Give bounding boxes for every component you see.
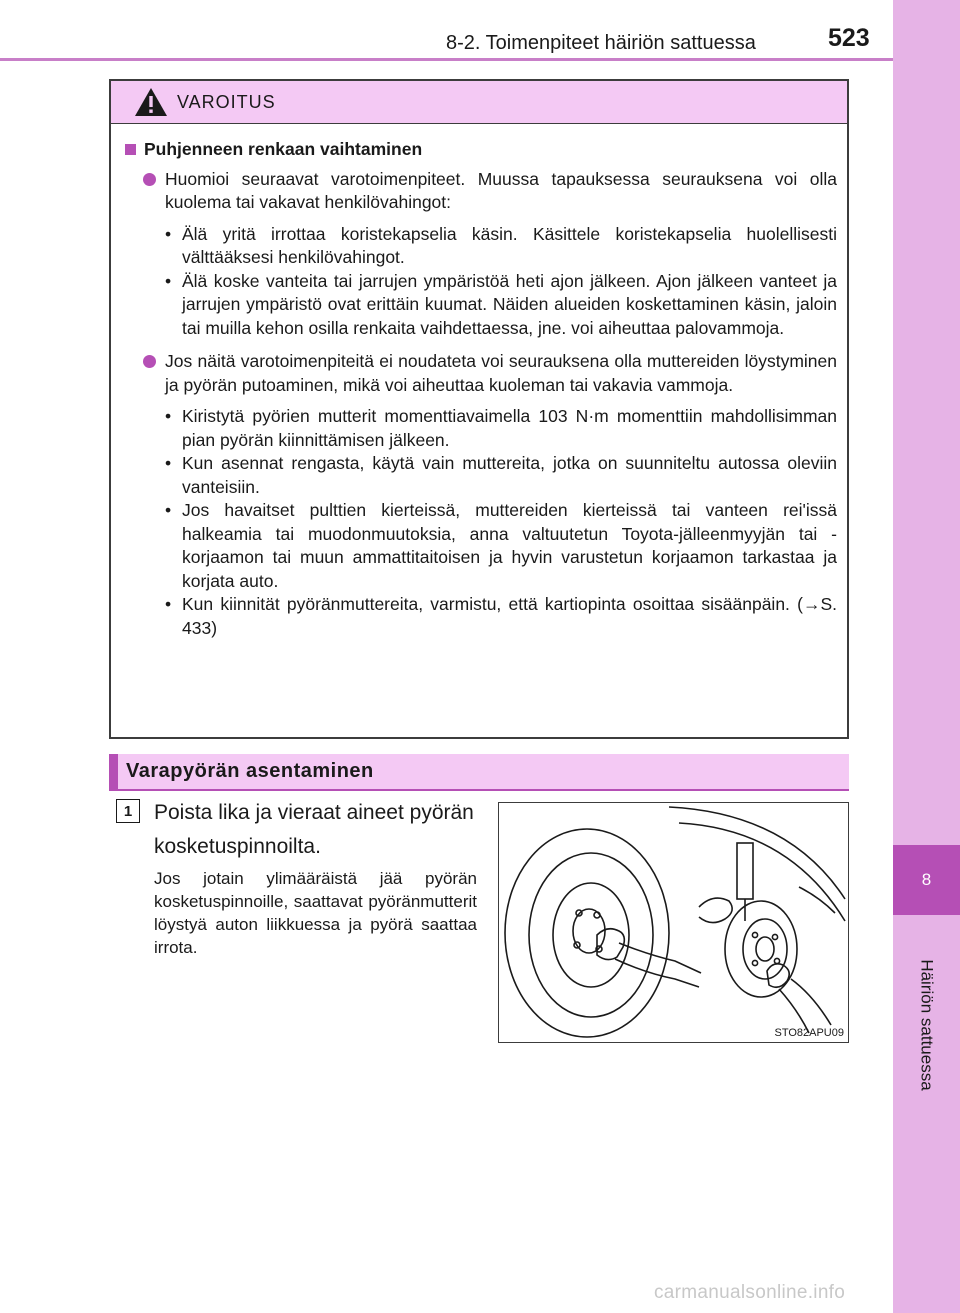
warning-triangle-icon	[133, 86, 169, 118]
warning-item-text: Huomioi seuraavat varotoimenpiteet. Muussa tapauksessa seurauksena voi olla kuolema tai vakavat henkilövahingot:	[165, 168, 837, 212]
step-body: Jos jotain ylimääräistä jää pyörän kosketuspinnoille, saattavat pyöränmutterit löystyä auton liikkuessa ja pyörä saattaa irrota.	[154, 869, 477, 957]
header-divider	[0, 58, 893, 61]
warning-header	[111, 81, 847, 124]
figure-code: STO82APU09	[774, 1027, 844, 1039]
step-number: 1	[116, 799, 140, 823]
section-heading: Varapyörän asentaminen	[109, 754, 849, 791]
warning-body	[111, 124, 847, 640]
chapter-label: Häiriön sattuessa	[917, 959, 937, 1091]
circle-bullet-icon	[143, 355, 156, 368]
warning-item	[125, 168, 837, 215]
list-item: • Jos havaitset pulttien kierteissä, muttereiden kierteissä tai vanteen rei'issä halkeamia tai muodonmuutoksia, anna valtuutetun Toyota-jälleenmyyjän tai -korjaamon tai muun ammattitaitoisen ja hyvin varustetun korjaamon tarkastaa ja korjata auto.	[165, 500, 837, 591]
chapter-number: 8	[893, 845, 960, 915]
page-number: 523	[828, 24, 870, 52]
step-title: Poista lika ja vieraat aineet pyörän kosketuspinnoilta.	[154, 801, 474, 858]
warning-box	[109, 79, 849, 739]
list-item: • Kun kiinnität pyöränmuttereita, varmistu, että kartiopinta osoittaa sisäänpäin. (→S. 433)	[165, 594, 837, 638]
warning-sub-heading-text: Puhjenneen renkaan vaihtaminen	[144, 139, 423, 159]
list-item: • Kun asennat rengasta, käytä vain muttereita, jotka on suunniteltu autossa oleviin vanteisiin.	[165, 453, 837, 497]
list-item: • Älä koske vanteita tai jarrujen ympäristöä heti ajon jälkeen. Ajon jälkeen vanteet ja jarrujen ympäristö ovat erittäin kuumat. Näiden alueiden koskettaminen käsin, jaloin tai muilla kehon osilla renkaita vaihdettaessa, jne. voi aiheuttaa palovammoja.	[165, 270, 837, 338]
warning-title: VAROITUS	[177, 91, 276, 112]
warning-item	[125, 350, 837, 397]
list-item: • Kiristytä pyörien mutterit momenttiavaimella 103 N·m momenttiin mahdollisimman pian pyörän kiinnittämisen jälkeen.	[165, 406, 837, 450]
warning-bullet-list	[125, 405, 837, 640]
circle-bullet-icon	[143, 173, 156, 186]
wheel-cleaning-illustration	[498, 802, 849, 1043]
warning-bullet-list	[125, 223, 837, 341]
square-bullet-icon	[125, 144, 136, 155]
list-item: • Älä yritä irrottaa koristekapselia käsin. Käsittele koristekapselia huolellisesti välttääksesi henkilövahingot.	[165, 223, 837, 267]
warning-sub-heading	[125, 138, 837, 162]
header-section-title: 8-2. Toimenpiteet häiriön sattuessa	[446, 32, 756, 54]
warning-item-text: Jos näitä varotoimenpiteitä ei noudateta voi seurauksena olla muttereiden löystyminen ja pyörän putoaminen, mikä voi aiheuttaa kuoleman tai vakavia vammoja.	[165, 351, 837, 395]
chapter-label-container	[893, 925, 960, 1125]
tire-hub-drawing	[499, 803, 847, 1041]
watermark: carmanualsonline.info	[654, 1282, 846, 1303]
